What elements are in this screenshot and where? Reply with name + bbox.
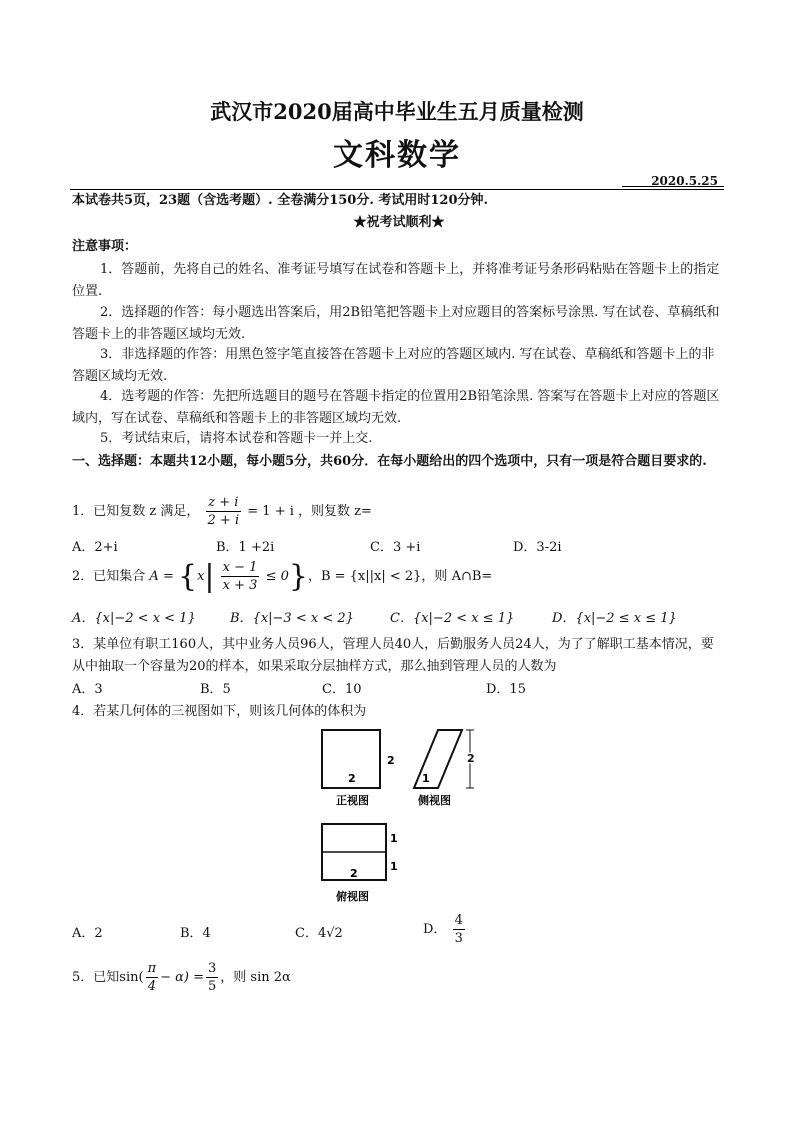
note-item-2: 2．选择题的作答：每小题选出答案后，用2B铅笔把答题卡上对应题目的答案标号涂黑. 写在试卷、草稿纸和答题卡上的非答题区域均无效. bbox=[72, 305, 720, 342]
top-dim-lower: 1 bbox=[390, 860, 398, 873]
q2-fraction bbox=[221, 559, 260, 594]
side-view-label: 侧视图 bbox=[418, 794, 451, 807]
q5-val-frac bbox=[206, 960, 218, 995]
q1-option-c: C．3 +i bbox=[370, 540, 421, 555]
q1-frac-num: z + i bbox=[206, 494, 242, 512]
q4-option-d-frac bbox=[453, 912, 465, 947]
exam-title: 武汉市2020届高中毕业生五月质量检测 bbox=[210, 99, 584, 124]
q2-option-d: D．{x|−2 ≤ x ≤ 1} bbox=[552, 611, 677, 626]
q1-frac-den: 2 + i bbox=[207, 513, 240, 528]
front-dim-right: 2 bbox=[387, 754, 395, 767]
q4-option-b: B．4 bbox=[180, 926, 211, 941]
q4-option-d bbox=[423, 912, 467, 947]
exam-wish: ★祝考试顺利★ bbox=[353, 215, 445, 230]
q5-expr-b: − α) = bbox=[160, 970, 205, 985]
q1-option-d: D．3-2i bbox=[513, 540, 562, 555]
q2-option-b: B．{x|−3 < x < 2} bbox=[230, 611, 354, 626]
exam-subject: 文科数学 bbox=[333, 138, 461, 173]
question-5-stem bbox=[72, 960, 291, 995]
q5-val-den: 5 bbox=[208, 979, 217, 994]
date-rule bbox=[622, 186, 724, 187]
q2-set-b: ，B = {x||x| < 2}，则 A∩B= bbox=[307, 569, 493, 584]
top-view-label: 俯视图 bbox=[336, 890, 369, 903]
q1-option-a: A．2+i bbox=[72, 540, 118, 555]
q3-option-b: B．5 bbox=[200, 682, 231, 697]
q2-frac-den: x + 3 bbox=[222, 578, 258, 593]
top-dim-upper: 1 bbox=[390, 832, 398, 845]
q2-frac-num: x − 1 bbox=[222, 560, 258, 575]
section1-heading: 一、选择题：本题共12小题，每小题5分，共60分．在每小题给出的四个选项中，只有一项是符合题目要求的. bbox=[72, 454, 707, 469]
q1-option-b: B．1 +2i bbox=[216, 540, 275, 555]
q1-fraction bbox=[206, 494, 242, 529]
q2-option-a: A．{x|−2 < x < 1} bbox=[72, 611, 196, 626]
notes-heading: 注意事项： bbox=[72, 239, 138, 254]
q2-set-a-var: x bbox=[197, 569, 205, 584]
question-4-stem: 4．若某几何体的三视图如下，则该几何体的体积为 bbox=[72, 704, 367, 719]
side-dim-right: 2 bbox=[467, 752, 475, 765]
q4-option-c-letter: C． bbox=[295, 926, 318, 941]
q1-stem-prefix: 1．已知复数 z 满足， bbox=[72, 504, 200, 519]
q2-set-a-rel: ≤ 0 bbox=[265, 569, 289, 584]
q5-pi-den: 4 bbox=[147, 979, 156, 994]
q2-stem-prefix: 2．已知集合 bbox=[72, 569, 146, 584]
question-1-stem bbox=[72, 494, 372, 529]
q4-option-d-num: 4 bbox=[454, 913, 463, 928]
question-3-stem: 3．某单位有职工160人，其中业务人员96人，管理人员40人，后勤服务人员24人，为了了解职工基本情况，要从中抽取一个容量为20的样本，如果采取分层抽样方式，那么抽到管理人员的人数为 bbox=[72, 637, 714, 674]
q1-stem-suffix: = 1 + i ，则复数 z= bbox=[247, 504, 372, 519]
q2-left-brace: { bbox=[177, 559, 198, 594]
top-dim-bottom: 2 bbox=[350, 867, 358, 880]
q4-option-d-den: 3 bbox=[454, 931, 463, 946]
q2-option-c: C．{x|−2 < x ≤ 1} bbox=[390, 611, 515, 626]
note-item-4: 4．选考题的作答：先把所选题目的题号在答题卡指定的位置用2B铅笔涂黑. 答案写在答题卡上对应的答题区域内，写在试卷、草稿纸和答题卡上的非答题区域均无效. bbox=[72, 389, 720, 426]
front-view-label: 正视图 bbox=[336, 794, 369, 807]
q3-option-c: C．10 bbox=[322, 682, 362, 697]
question-2-stem bbox=[72, 559, 492, 594]
exam-info: 本试卷共5页，23题（含选考题）. 全卷满分150分. 考试用时120分钟. bbox=[72, 193, 489, 208]
exam-date: 2020.5.25 bbox=[651, 174, 718, 188]
note-item-3: 3．非选择题的作答：用黑色签字笔直接答在答题卡上对应的答题区域内. 写在试卷、草稿纸和答题卡上的非答题区域均无效. bbox=[72, 347, 715, 384]
q4-option-d-letter: D． bbox=[423, 922, 447, 937]
three-view-figure bbox=[310, 722, 490, 912]
q5-expr-a: sin( bbox=[119, 970, 144, 985]
q5-stem-prefix: 5．已知 bbox=[72, 970, 120, 985]
note-item-1: 1．答题前，先将自己的姓名、准考证号填写在试卷和答题卡上，并将准考证号条形码粘贴在答题卡上的指定位置. bbox=[72, 262, 720, 299]
q4-option-c bbox=[295, 922, 343, 941]
q2-right-brace: } bbox=[288, 559, 308, 594]
q2-set-a-lhs: A = bbox=[149, 569, 178, 584]
side-dim-bottom: 1 bbox=[422, 772, 430, 785]
q5-stem-suffix: ，则 sin 2α bbox=[220, 970, 291, 985]
q4-option-c-value: 4√2 bbox=[317, 926, 343, 941]
q5-val-num: 3 bbox=[208, 961, 217, 976]
q5-pi-num: π bbox=[147, 961, 157, 976]
note-item-5: 5．考试结束后，请将本试卷和答题卡一并上交. bbox=[100, 431, 373, 446]
q3-option-a: A．3 bbox=[72, 682, 103, 697]
q2-bar: | bbox=[204, 559, 215, 594]
q4-option-a: A．2 bbox=[72, 926, 103, 941]
q3-option-d: D．15 bbox=[486, 682, 526, 697]
front-dim-bottom: 2 bbox=[348, 772, 356, 785]
q5-pi-frac bbox=[146, 960, 159, 995]
